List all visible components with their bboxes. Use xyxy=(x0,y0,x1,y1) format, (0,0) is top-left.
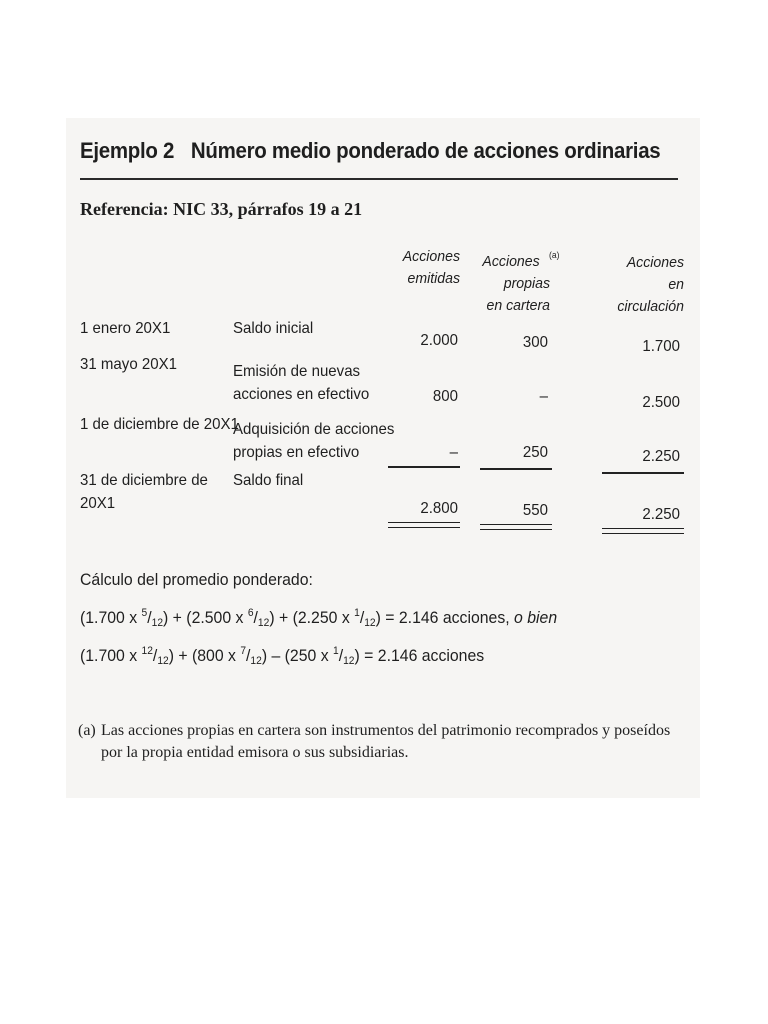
row-date-line2: 20X1 xyxy=(80,495,116,512)
fraction-denominator: 12 xyxy=(151,617,164,629)
subtotal-rule-outstanding xyxy=(602,472,684,474)
fraction-numerator: 6 xyxy=(247,607,254,619)
formula-text: ) + (800 x xyxy=(168,646,241,665)
row-description xyxy=(233,360,369,406)
footnote-line1: Las acciones propias en cartera son instrumentos del patrimonio recomprados y poseídos xyxy=(101,722,671,739)
formula-or-else: o bien xyxy=(514,608,558,627)
fraction-denominator: 12 xyxy=(364,617,376,629)
formula-text: (1.700 x xyxy=(80,646,142,665)
formula-text: (1.700 x xyxy=(80,608,142,627)
example-number: Ejemplo 2 xyxy=(80,138,175,163)
row-issued-value: – xyxy=(449,444,458,461)
column-header-outstanding-line3: circulación xyxy=(617,298,684,315)
row-date-line1: 31 de diciembre de xyxy=(80,472,208,489)
row-outstanding-value: 1.700 xyxy=(642,338,680,355)
reference-line: Referencia: NIC 33, párrafos 19 a 21 xyxy=(80,199,363,219)
calculation-heading: Cálculo del promedio ponderado: xyxy=(80,570,313,589)
formula-text: ) = 2.146 acciones, xyxy=(375,608,515,627)
example-title xyxy=(80,138,660,164)
fraction-numerator: 1 xyxy=(333,645,339,657)
column-header-outstanding-line1: Acciones xyxy=(626,254,684,271)
footnote-marker-a: (a) xyxy=(549,250,560,260)
column-header-outstanding-line2: en xyxy=(668,276,684,293)
row-date xyxy=(80,469,208,515)
fraction-numerator: 7 xyxy=(240,645,247,657)
row-description: Saldo inicial xyxy=(233,320,314,337)
title-rule xyxy=(80,178,678,180)
formula-2: (1.700 x $^{12}$/12) + (800 x $^7$/12) – (250 x $^1$/12) = 2.146 acciones xyxy=(80,645,485,667)
row-outstanding-value: 2.250 xyxy=(642,448,680,465)
column-header-outstanding xyxy=(598,252,684,318)
row-date: 31 mayo 20X1 xyxy=(80,356,177,373)
row-date: 1 enero 20X1 xyxy=(80,320,171,337)
total-rule-treasury xyxy=(480,524,552,530)
column-header-treasury-line2: propias xyxy=(503,275,550,292)
column-header-issued-line2: emitidas xyxy=(407,270,460,287)
footnote-line2: por la propia entidad emisora o sus subsidiarias. xyxy=(101,744,409,761)
column-header-treasury-line1: Acciones $^{(a)}$ xyxy=(482,250,560,270)
row-issued-value: 2.000 xyxy=(420,332,458,349)
column-header-treasury xyxy=(465,246,560,317)
formula-1: (1.700 x $^5$/12) + (2.500 x $^6$/12) + (2.250 x $^1$/12) = 2.146 acciones, o bien xyxy=(80,607,558,629)
row-treasury-value: 250 xyxy=(522,444,548,461)
row-treasury-value: 550 xyxy=(522,502,548,519)
fraction-denominator: 12 xyxy=(157,655,169,667)
row-issued-value: 800 xyxy=(432,388,458,405)
formula-text: ) + (2.250 x xyxy=(269,608,355,627)
row-description-line2: propias en efectivo xyxy=(233,444,360,461)
total-rule-outstanding xyxy=(602,528,684,534)
column-header-issued-line1: Acciones xyxy=(402,248,460,265)
fraction-numerator: 1 xyxy=(354,607,360,619)
total-rule-issued xyxy=(388,522,460,528)
formula-text: ) + (2.500 x xyxy=(163,608,248,627)
row-date: 1 de diciembre de 20X1 xyxy=(80,416,239,433)
footnote-text xyxy=(101,720,670,764)
row-treasury-value: – xyxy=(539,388,548,405)
row-outstanding-value: 2.500 xyxy=(642,394,680,411)
subtotal-rule-issued xyxy=(388,466,460,468)
formula-text: ) – (250 x xyxy=(261,646,334,665)
row-description xyxy=(233,418,394,464)
fraction-denominator: 12 xyxy=(250,655,262,667)
fraction-denominator: 12 xyxy=(343,655,355,667)
fraction-numerator: 12 xyxy=(141,645,153,657)
column-header-issued xyxy=(385,246,460,290)
column-header-treasury-line3: en cartera xyxy=(486,297,550,314)
row-description: Saldo final xyxy=(233,472,304,489)
fraction-numerator: 5 xyxy=(141,607,148,619)
footnote-marker: (a) xyxy=(78,722,96,739)
row-description-line2: acciones en efectivo xyxy=(233,386,370,403)
row-outstanding-value: 2.250 xyxy=(642,506,680,523)
row-description-line1: Emisión de nuevas xyxy=(233,363,361,380)
example-title-text: Número medio ponderado de acciones ordinarias xyxy=(190,138,661,163)
subtotal-rule-treasury xyxy=(480,468,552,470)
row-treasury-value: 300 xyxy=(522,334,548,351)
fraction-denominator: 12 xyxy=(257,617,270,629)
row-issued-value: 2.800 xyxy=(420,500,458,517)
formula-text: ) = 2.146 acciones xyxy=(354,646,485,665)
row-description-line1: Adquisición de acciones xyxy=(233,421,395,438)
